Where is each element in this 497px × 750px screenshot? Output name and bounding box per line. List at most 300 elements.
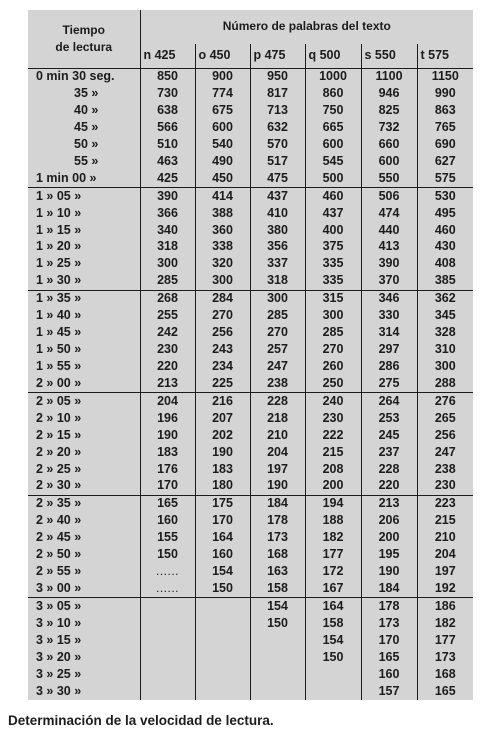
value-cell: 335 bbox=[305, 256, 361, 273]
value-cell: 264 bbox=[361, 393, 417, 411]
value-cell: 860 bbox=[305, 86, 361, 103]
value-cell: 172 bbox=[305, 563, 361, 580]
value-cell: 300 bbox=[195, 273, 250, 291]
value-cell: 184 bbox=[250, 495, 305, 513]
value-cell: 817 bbox=[250, 86, 305, 103]
value-cell: 200 bbox=[305, 478, 361, 496]
time-cell: 1 » 15 » bbox=[28, 222, 140, 239]
value-cell: 390 bbox=[361, 256, 417, 273]
time-cell: 3 » 30 » bbox=[28, 683, 140, 700]
value-cell: 460 bbox=[305, 187, 361, 205]
table-row bbox=[28, 478, 473, 496]
value-cell: 550 bbox=[361, 170, 417, 188]
time-cell: 2 » 30 » bbox=[28, 478, 140, 496]
value-cell: 215 bbox=[305, 444, 361, 461]
value-cell: 165 bbox=[361, 649, 417, 666]
table-row bbox=[28, 273, 473, 291]
value-cell: 230 bbox=[305, 410, 361, 427]
value-cell: 180 bbox=[195, 478, 250, 496]
value-cell: 163 bbox=[250, 563, 305, 580]
table-row bbox=[28, 683, 473, 700]
time-cell: 1 » 30 » bbox=[28, 273, 140, 291]
value-cell: 170 bbox=[361, 632, 417, 649]
value-cell: 158 bbox=[250, 580, 305, 598]
value-cell: 238 bbox=[417, 461, 473, 478]
value-cell: ...... bbox=[140, 580, 195, 598]
table-row bbox=[28, 86, 473, 103]
value-cell: 517 bbox=[250, 153, 305, 170]
value-cell: 234 bbox=[195, 358, 250, 375]
value-cell: 150 bbox=[195, 580, 250, 598]
value-cell: 178 bbox=[361, 598, 417, 616]
value-cell: 340 bbox=[157, 222, 178, 237]
value-cell bbox=[140, 632, 195, 649]
table-row bbox=[28, 187, 473, 205]
value-cell: 196 bbox=[157, 410, 178, 425]
value-cell: 213 bbox=[140, 375, 195, 393]
time-cell: 40 » bbox=[28, 102, 140, 119]
time-header-line1: Tiempo bbox=[62, 22, 105, 37]
value-cell: 627 bbox=[417, 153, 473, 170]
figure-caption: Determinación de la velocidad de lectura. bbox=[8, 713, 274, 728]
value-cell: 338 bbox=[195, 239, 250, 256]
value-cell: 270 bbox=[195, 308, 250, 325]
table-row bbox=[28, 666, 473, 683]
time-header-line2: de lectura bbox=[55, 39, 113, 54]
value-cell: 463 bbox=[157, 153, 178, 168]
table-row bbox=[28, 632, 473, 649]
value-cell: 197 bbox=[250, 461, 305, 478]
value-cell: ...... bbox=[155, 564, 179, 579]
value-cell: 713 bbox=[250, 102, 305, 119]
value-cell: 490 bbox=[195, 153, 250, 170]
value-cell: 660 bbox=[361, 136, 417, 153]
table-row bbox=[28, 170, 473, 188]
value-cell: 362 bbox=[417, 290, 473, 308]
time-cell: 2 » 50 » bbox=[28, 547, 140, 564]
time-cell: 2 » 40 » bbox=[28, 513, 140, 530]
value-cell: 228 bbox=[361, 461, 417, 478]
value-cell: 160 bbox=[157, 513, 178, 528]
value-cell: 164 bbox=[305, 598, 361, 616]
table-row bbox=[28, 324, 473, 341]
value-cell: 385 bbox=[417, 273, 473, 291]
value-cell: 285 bbox=[250, 308, 305, 325]
time-cell: 0 min 30 seg. bbox=[28, 68, 140, 86]
time-cell: 3 » 00 » bbox=[28, 580, 140, 598]
value-cell bbox=[195, 649, 250, 666]
value-cell: 388 bbox=[195, 205, 250, 222]
value-cell: 204 bbox=[417, 547, 473, 564]
value-cell: 183 bbox=[157, 444, 178, 459]
value-cell: 170 bbox=[195, 513, 250, 530]
value-cell: 346 bbox=[361, 290, 417, 308]
value-cell: 356 bbox=[250, 239, 305, 256]
value-cell: 150 bbox=[250, 615, 305, 632]
value-cell: 545 bbox=[305, 153, 361, 170]
value-cell: 204 bbox=[250, 444, 305, 461]
value-cell: 276 bbox=[417, 393, 473, 411]
table-body bbox=[28, 68, 473, 700]
value-cell: 825 bbox=[361, 102, 417, 119]
table-row bbox=[28, 375, 473, 393]
value-cell: 300 bbox=[417, 358, 473, 375]
table-row bbox=[28, 393, 473, 411]
value-cell: 286 bbox=[361, 358, 417, 375]
table-row bbox=[28, 513, 473, 530]
value-cell: 173 bbox=[417, 649, 473, 666]
value-cell: 300 bbox=[250, 290, 305, 308]
value-cell: 215 bbox=[417, 513, 473, 530]
value-cell: 247 bbox=[250, 358, 305, 375]
value-cell bbox=[195, 632, 250, 649]
value-cell: 190 bbox=[250, 478, 305, 496]
value-cell bbox=[195, 683, 250, 700]
value-cell: 297 bbox=[361, 341, 417, 358]
table-row bbox=[28, 256, 473, 273]
time-cell: 2 » 05 » bbox=[28, 393, 140, 411]
value-cell: 230 bbox=[417, 478, 473, 496]
value-cell: 310 bbox=[417, 341, 473, 358]
value-cell: 176 bbox=[157, 461, 178, 476]
table-row bbox=[28, 547, 473, 564]
value-cell bbox=[195, 666, 250, 683]
value-cell: 506 bbox=[361, 187, 417, 205]
value-cell: 184 bbox=[361, 580, 417, 598]
value-cell: 530 bbox=[417, 187, 473, 205]
table-row bbox=[28, 239, 473, 256]
value-cell: 190 bbox=[361, 563, 417, 580]
value-cell bbox=[140, 683, 195, 700]
value-cell: 192 bbox=[417, 580, 473, 598]
table-row bbox=[28, 495, 473, 513]
table-row bbox=[28, 136, 473, 153]
value-cell: 495 bbox=[417, 205, 473, 222]
value-cell: 575 bbox=[417, 170, 473, 188]
value-cell: 946 bbox=[361, 86, 417, 103]
table-row bbox=[28, 290, 473, 308]
table-row bbox=[28, 530, 473, 547]
time-cell: 35 » bbox=[28, 86, 140, 103]
value-cell: 863 bbox=[417, 102, 473, 119]
value-cell: 154 bbox=[305, 632, 361, 649]
time-cell: 2 » 55 » bbox=[28, 563, 140, 580]
value-cell: 345 bbox=[417, 308, 473, 325]
value-cell: 245 bbox=[361, 427, 417, 444]
value-cell: 337 bbox=[250, 256, 305, 273]
value-cell: 600 bbox=[195, 119, 250, 136]
word-count-header: Número de palabras del texto bbox=[222, 19, 391, 34]
value-cell: 566 bbox=[157, 119, 178, 134]
value-cell: 168 bbox=[417, 666, 473, 683]
value-cell: 157 bbox=[361, 683, 417, 700]
value-cell: 218 bbox=[250, 410, 305, 427]
value-cell bbox=[195, 598, 250, 616]
value-cell: 437 bbox=[305, 205, 361, 222]
value-cell: 665 bbox=[305, 119, 361, 136]
value-cell: 256 bbox=[417, 427, 473, 444]
value-cell: 223 bbox=[417, 495, 473, 513]
value-cell: 850 bbox=[157, 69, 178, 84]
value-cell: 413 bbox=[361, 239, 417, 256]
value-cell: 155 bbox=[157, 530, 178, 545]
value-cell: 425 bbox=[140, 170, 195, 188]
value-cell: 690 bbox=[417, 136, 473, 153]
time-cell: 55 » bbox=[28, 153, 140, 170]
value-cell: 182 bbox=[305, 530, 361, 547]
value-cell: 300 bbox=[157, 256, 178, 271]
value-cell: 177 bbox=[305, 547, 361, 564]
time-cell: 3 » 25 » bbox=[28, 666, 140, 683]
value-cell: 183 bbox=[195, 461, 250, 478]
value-cell: 600 bbox=[361, 153, 417, 170]
value-cell: 168 bbox=[250, 547, 305, 564]
value-cell: 222 bbox=[305, 427, 361, 444]
value-cell: 632 bbox=[250, 119, 305, 136]
time-column-header bbox=[28, 10, 140, 68]
value-cell bbox=[250, 666, 305, 683]
table-row bbox=[28, 153, 473, 170]
time-cell: 2 » 45 » bbox=[28, 530, 140, 547]
value-cell: 204 bbox=[157, 393, 178, 408]
value-cell: 257 bbox=[250, 341, 305, 358]
value-cell: 177 bbox=[417, 632, 473, 649]
column-header: s 550 bbox=[361, 44, 417, 68]
table-row bbox=[28, 410, 473, 427]
value-cell: 194 bbox=[305, 495, 361, 513]
value-cell bbox=[305, 666, 361, 683]
value-cell: 1000 bbox=[305, 68, 361, 86]
value-cell: 765 bbox=[417, 119, 473, 136]
value-cell: 260 bbox=[305, 358, 361, 375]
value-cell: 330 bbox=[361, 308, 417, 325]
value-cell: 173 bbox=[361, 615, 417, 632]
value-cell: 400 bbox=[305, 222, 361, 239]
value-cell: 208 bbox=[305, 461, 361, 478]
value-cell: 474 bbox=[361, 205, 417, 222]
value-cell: 390 bbox=[157, 188, 178, 203]
value-cell: 225 bbox=[195, 375, 250, 393]
value-cell: 220 bbox=[157, 358, 178, 373]
time-cell: 1 » 10 » bbox=[28, 205, 140, 222]
time-cell: 3 » 05 » bbox=[28, 598, 140, 616]
value-cell: 175 bbox=[195, 495, 250, 513]
value-cell: 190 bbox=[195, 444, 250, 461]
value-cell: 210 bbox=[250, 427, 305, 444]
value-cell bbox=[250, 683, 305, 700]
table-row bbox=[28, 598, 473, 616]
value-cell: 216 bbox=[195, 393, 250, 411]
value-cell: 158 bbox=[305, 615, 361, 632]
value-cell: 475 bbox=[250, 170, 305, 188]
value-cell: 237 bbox=[361, 444, 417, 461]
value-cell: 265 bbox=[417, 410, 473, 427]
column-header: p 475 bbox=[250, 44, 305, 68]
table-row bbox=[28, 341, 473, 358]
time-cell: 1 » 40 » bbox=[28, 308, 140, 325]
value-cell: 430 bbox=[417, 239, 473, 256]
value-cell: 160 bbox=[195, 547, 250, 564]
value-cell: 750 bbox=[305, 102, 361, 119]
column-header: t 575 bbox=[417, 44, 473, 68]
value-cell: 335 bbox=[305, 273, 361, 291]
value-cell: 950 bbox=[250, 68, 305, 86]
value-cell: 288 bbox=[417, 375, 473, 393]
time-cell: 2 » 25 » bbox=[28, 461, 140, 478]
value-cell: 165 bbox=[157, 496, 178, 511]
value-cell: 460 bbox=[417, 222, 473, 239]
value-cell: 408 bbox=[417, 256, 473, 273]
time-cell: 2 » 35 » bbox=[28, 495, 140, 513]
value-cell bbox=[140, 598, 195, 616]
value-cell: 202 bbox=[195, 427, 250, 444]
table-row bbox=[28, 308, 473, 325]
value-cell: 164 bbox=[195, 530, 250, 547]
value-cell: 256 bbox=[195, 324, 250, 341]
value-cell bbox=[250, 649, 305, 666]
time-cell: 3 » 20 » bbox=[28, 649, 140, 666]
time-cell: 2 » 20 » bbox=[28, 444, 140, 461]
value-cell: 220 bbox=[361, 478, 417, 496]
value-cell: 285 bbox=[305, 324, 361, 341]
value-cell: 320 bbox=[195, 256, 250, 273]
value-cell: 255 bbox=[157, 308, 178, 323]
value-cell bbox=[250, 632, 305, 649]
value-cell: 314 bbox=[361, 324, 417, 341]
value-cell: 200 bbox=[361, 530, 417, 547]
value-cell: 154 bbox=[250, 598, 305, 616]
value-cell bbox=[195, 615, 250, 632]
value-cell: 315 bbox=[305, 290, 361, 308]
value-cell: 900 bbox=[195, 68, 250, 86]
time-cell: 1 » 05 » bbox=[28, 187, 140, 205]
time-cell: 2 » 00 » bbox=[28, 375, 140, 393]
time-cell: 1 » 45 » bbox=[28, 324, 140, 341]
value-cell: 328 bbox=[417, 324, 473, 341]
value-cell bbox=[140, 649, 195, 666]
value-cell: 243 bbox=[195, 341, 250, 358]
value-cell: 370 bbox=[361, 273, 417, 291]
value-cell: 213 bbox=[361, 495, 417, 513]
value-cell: 540 bbox=[195, 136, 250, 153]
value-cell: 190 bbox=[157, 427, 178, 442]
time-cell: 1 min 00 » bbox=[28, 170, 140, 188]
value-cell: 440 bbox=[361, 222, 417, 239]
value-cell: 210 bbox=[417, 530, 473, 547]
table-row bbox=[28, 563, 473, 580]
time-cell: 3 » 10 » bbox=[28, 615, 140, 632]
table-row bbox=[28, 580, 473, 598]
value-cell: 173 bbox=[250, 530, 305, 547]
time-cell: 2 » 10 » bbox=[28, 410, 140, 427]
value-cell: 228 bbox=[250, 393, 305, 411]
value-cell: 247 bbox=[417, 444, 473, 461]
column-header: q 500 bbox=[305, 44, 361, 68]
time-cell: 45 » bbox=[28, 119, 140, 136]
value-cell: 197 bbox=[417, 563, 473, 580]
time-cell: 1 » 20 » bbox=[28, 239, 140, 256]
value-cell: 150 bbox=[305, 649, 361, 666]
value-cell: 638 bbox=[157, 103, 178, 118]
value-cell: 300 bbox=[305, 308, 361, 325]
value-cell: 186 bbox=[417, 598, 473, 616]
value-cell: 500 bbox=[305, 170, 361, 188]
table-row bbox=[28, 68, 473, 86]
column-header: o 450 bbox=[195, 44, 250, 68]
value-cell: 437 bbox=[250, 187, 305, 205]
value-cell: 170 bbox=[140, 478, 195, 496]
value-cell: 238 bbox=[250, 375, 305, 393]
time-cell: 1 » 50 » bbox=[28, 341, 140, 358]
value-cell: 450 bbox=[195, 170, 250, 188]
value-cell: 410 bbox=[250, 205, 305, 222]
time-cell: 1 » 35 » bbox=[28, 290, 140, 308]
value-cell: 270 bbox=[305, 341, 361, 358]
value-cell: 207 bbox=[195, 410, 250, 427]
value-cell: 275 bbox=[361, 375, 417, 393]
value-cell: 268 bbox=[157, 291, 178, 306]
value-cell: 230 bbox=[157, 342, 178, 357]
table-row bbox=[28, 615, 473, 632]
value-cell: 414 bbox=[195, 187, 250, 205]
value-cell: 160 bbox=[361, 666, 417, 683]
value-cell: 318 bbox=[250, 273, 305, 291]
value-cell: 1150 bbox=[417, 68, 473, 86]
reading-speed-table bbox=[28, 10, 473, 700]
table-row bbox=[28, 649, 473, 666]
table-row bbox=[28, 444, 473, 461]
value-cell: 375 bbox=[305, 239, 361, 256]
value-cell: 150 bbox=[157, 547, 178, 562]
value-cell: 600 bbox=[305, 136, 361, 153]
value-cell: 165 bbox=[417, 683, 473, 700]
value-cell: 195 bbox=[361, 547, 417, 564]
value-cell: 242 bbox=[157, 325, 178, 340]
table-row bbox=[28, 461, 473, 478]
value-cell: 318 bbox=[157, 239, 178, 254]
value-cell: 1100 bbox=[361, 68, 417, 86]
value-cell: 240 bbox=[305, 393, 361, 411]
time-cell: 1 » 25 » bbox=[28, 256, 140, 273]
value-cell: 178 bbox=[250, 513, 305, 530]
table-row bbox=[28, 427, 473, 444]
value-cell: 154 bbox=[195, 563, 250, 580]
table-row bbox=[28, 205, 473, 222]
value-cell: 188 bbox=[305, 513, 361, 530]
value-cell: 206 bbox=[361, 513, 417, 530]
value-cell: 510 bbox=[157, 136, 178, 151]
value-cell: 380 bbox=[250, 222, 305, 239]
value-cell: 167 bbox=[305, 580, 361, 598]
value-cell: 570 bbox=[250, 136, 305, 153]
time-cell: 2 » 15 » bbox=[28, 427, 140, 444]
value-cell: 360 bbox=[195, 222, 250, 239]
value-cell bbox=[305, 683, 361, 700]
value-cell: 253 bbox=[361, 410, 417, 427]
value-cell bbox=[140, 666, 195, 683]
value-cell: 990 bbox=[417, 86, 473, 103]
value-cell: 732 bbox=[361, 119, 417, 136]
table-row bbox=[28, 222, 473, 239]
column-header: n 425 bbox=[140, 44, 195, 68]
time-cell: 50 » bbox=[28, 136, 140, 153]
value-cell: 774 bbox=[195, 86, 250, 103]
time-cell: 1 » 55 » bbox=[28, 358, 140, 375]
table-row bbox=[28, 358, 473, 375]
value-cell: 730 bbox=[157, 86, 178, 101]
value-cell: 285 bbox=[140, 273, 195, 291]
table-row bbox=[28, 102, 473, 119]
